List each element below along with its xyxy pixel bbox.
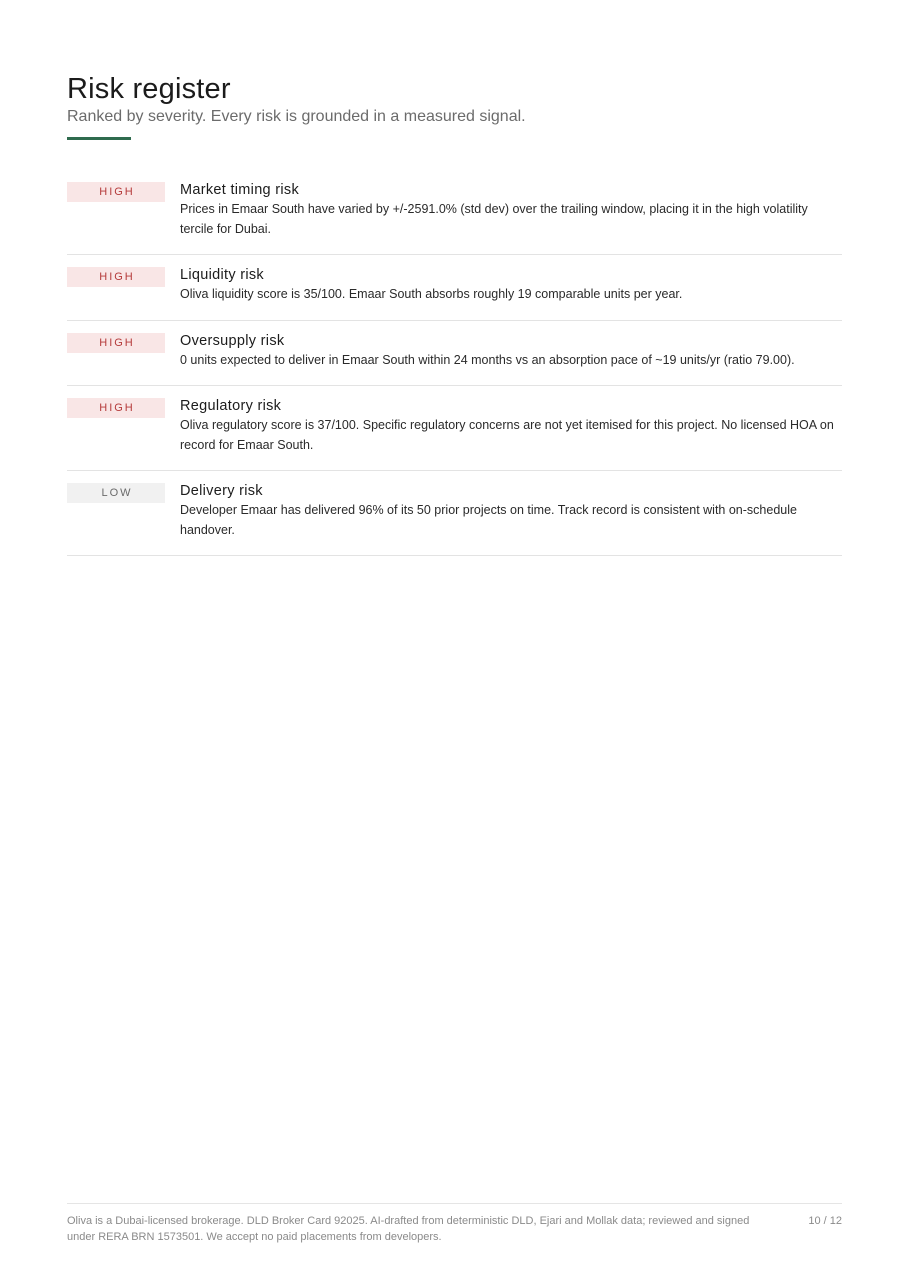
risk-body — [180, 266, 842, 305]
risk-list — [67, 171, 842, 556]
page-footer — [67, 1203, 842, 1245]
risk-item-regulatory — [67, 386, 842, 471]
severity-badge-high: HIGH — [67, 182, 165, 202]
severity-badge-low: LOW — [67, 483, 165, 503]
risk-name: Liquidity risk — [180, 267, 264, 283]
title-accent-rule — [67, 137, 131, 140]
risk-description: Developer Emaar has delivered 96% of its 50 prior projects on time. Track record is consistent with on-schedule handover. — [180, 503, 797, 537]
risk-body — [180, 332, 842, 371]
risk-description: Oliva liquidity score is 35/100. Emaar South absorbs roughly 19 comparable units per year. — [180, 287, 683, 301]
page-number: 10 / 12 — [808, 1215, 842, 1227]
risk-name: Regulatory risk — [180, 398, 282, 414]
severity-badge-high: HIGH — [67, 333, 165, 353]
page-subtitle: Ranked by severity. Every risk is grounded in a measured signal. — [67, 108, 526, 125]
severity-badge-high: HIGH — [67, 267, 165, 287]
risk-item-liquidity — [67, 255, 842, 321]
risk-description: Prices in Emaar South have varied by +/-2591.0% (std dev) over the trailing window, placing it in the high volatility tercile for Dubai. — [180, 202, 808, 236]
risk-name: Delivery risk — [180, 483, 263, 499]
risk-item-delivery — [67, 471, 842, 556]
risk-name: Market timing risk — [180, 182, 299, 198]
footer-disclaimer: Oliva is a Dubai-licensed brokerage. DLD Broker Card 92025. AI-drafted from deterministic DLD, Ejari and Mollak data; reviewed and signed under RERA BRN 1573501. We accept no paid placements from developers. — [67, 1215, 750, 1243]
risk-item-market-timing — [67, 171, 842, 255]
risk-description: Oliva regulatory score is 37/100. Specific regulatory concerns are not yet itemised for this project. No licensed HOA on record for Emaar South. — [180, 418, 834, 452]
risk-name: Oversupply risk — [180, 332, 285, 349]
page-title: Risk register — [67, 73, 231, 105]
risk-body — [180, 482, 842, 540]
risk-description: 0 units expected to deliver in Emaar South within 24 months vs an absorption pace of ~19 units/yr (ratio 79.00). — [180, 352, 795, 367]
severity-badge-high: HIGH — [67, 398, 165, 418]
risk-body — [180, 397, 842, 455]
risk-body — [180, 181, 842, 239]
report-page — [67, 0, 842, 1287]
risk-item-oversupply — [67, 321, 842, 387]
